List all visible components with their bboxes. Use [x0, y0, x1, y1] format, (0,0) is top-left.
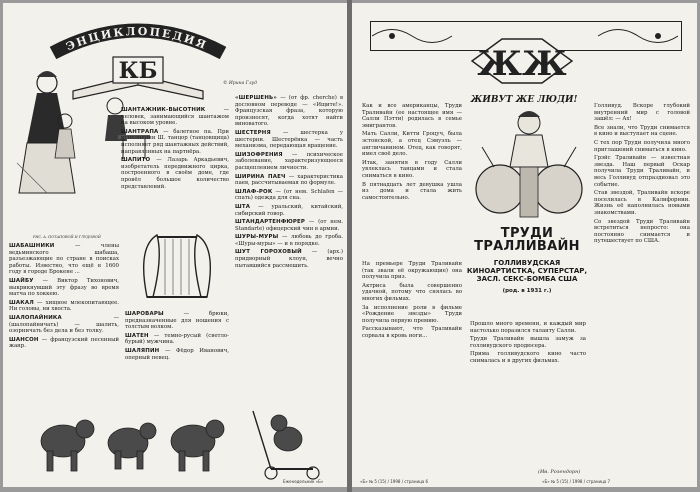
actress-name: ТРУДИ ТРАЛЛИВАЙН: [474, 226, 580, 254]
paragraph: Мать Салли, Китти Гроцуч, была эстонской, а отец Сэмуэль — англичанином. Отец, как говорят, имел своё дело.: [362, 131, 462, 158]
entry: ШУТ ГОРОХОВЫЙ — (арх.) придворный клоун, вечно пытавшийся рассмешить.: [235, 249, 343, 269]
right-footer-right: «Б» № 5 (15) / 1998 / страница 7: [542, 479, 611, 484]
logo-text: ЖЖ: [477, 44, 567, 84]
paragraph: Прошло много времени, и каждый мир настолько поразился таланту Салли.: [470, 321, 586, 334]
paragraph: За исполнение роли в фильме «Рождение звезды» Труди получила первую премию.: [362, 304, 462, 324]
entry: ШЛАФ-РОК — (от нем. Schlafen — спать) одежда для сна.: [235, 188, 343, 202]
column-mid-top: [121, 107, 229, 192]
paragraph: Все знали, что Труди снимается в кино и выступает на сцене.: [594, 124, 690, 138]
mother-child-illustration: [7, 63, 87, 203]
column-right: [235, 95, 343, 271]
paragraph: В пятнадцать лет девушка ушла из дома и стала жить самостоятельно.: [362, 181, 462, 201]
slogan: ЖИВУТ ЖЕ ЛЮДИ!: [470, 95, 578, 105]
paragraph: Голливуд. Вскоре глубокий внутренний мир с головой зашёл: — Ах!: [594, 103, 690, 123]
entry: ШАЙБУ — Виктор Тихонович, выкрикнувший эту фразу во время матча по хоккею.: [9, 277, 119, 298]
entry: ШАБАШНИКИ — члены ведьминского шабаша, разъезжающие по стране в поисках работы. Известно, что ещё в 1600 году в городе Брокене ...: [9, 243, 119, 276]
right-footer-left: «Б» № 5 (15) / 1998 / страница 6: [360, 479, 429, 484]
bears-illustration: [33, 391, 333, 481]
entry: ШИРИНА ПАЕЧ — характеристика паев, рассчитываемая по формуле.: [235, 173, 343, 187]
zhzh-logo: [462, 31, 582, 91]
lyre-illustration: [133, 227, 221, 307]
actress-description: ГОЛЛИВУДСКАЯ КИНОАРТИСТКА, СУПЕРСТАР, ЗАСЛ. СЕКС-БОМБА США: [466, 259, 588, 283]
article-column-2: [362, 261, 462, 342]
illus-caption: РИС. А. ПОТАПОВОЙ И ГЛУДОВОЙ: [33, 235, 101, 239]
birth-year: (род. в 1931 г.): [502, 288, 552, 294]
paragraph: Грэйс Траливайн — известная звезда. Наш первый Оскар получила Труди Траливайн, и весь Голливуд отпраздновал это событие.: [594, 155, 690, 188]
entry: ШАЛЯПИН — Фёдор Иванович, оперный певец.: [125, 347, 229, 361]
banner-abbr: КБ: [118, 58, 158, 84]
right-page: [352, 3, 697, 487]
paragraph: Итак, занятия в году Салли увлеклась танцами и стала сниматься в кино.: [362, 159, 462, 179]
article-column-3: [470, 321, 586, 367]
paragraph: Рассказывают, что Траливайн сорвала в кровь ноги...: [362, 326, 462, 339]
left-footer: Еженедельник «Б»: [283, 479, 324, 484]
figure-illustration: [470, 107, 588, 225]
paragraph: С тех пор Труди получила много приглашений сниматься в кино.: [594, 139, 690, 153]
banner-title: ЭНЦИКЛОПЕДИЯ: [64, 24, 210, 54]
paragraph: Как и все американцы, Труди Траливайн (ее настоящее имя — Салли Пэтти) родилась в семье эмигрантов.: [362, 103, 462, 129]
signature: (Ив. Розендорн): [538, 469, 581, 475]
entry: ШАНСОН — французский песенный жанр.: [9, 336, 119, 350]
paragraph: Прима голливудского кино часто снималась и в других фильмах.: [470, 351, 586, 364]
paragraph: Став звездой, Траливайн вскоре поселилась в Калифорнии. Жизнь её наполнилась новыми знакомствами.: [594, 190, 690, 216]
entry: ШАНТАЖНИК-ВЫСОТНИК — человек, занимающийся шантажом на высоком уровне.: [121, 107, 229, 127]
paragraph: На премьере Труди Траливайн (так звали её окружающие) она получила приз.: [362, 261, 462, 281]
article-column-1: [362, 103, 462, 203]
entry: ШУРЫ-МУРЫ — любовь до гроба. «Шуры-муры» — и в порядке.: [235, 234, 343, 247]
article-column-4: [594, 103, 690, 247]
entry: ШТАНДАРТЕНФЮРЕР — (от нем. Standarte) офицерский чин в армии.: [235, 219, 343, 232]
svg-text:ЭНЦИКЛОПЕДИЯ: [64, 25, 209, 54]
entry: ШАРОВАРЫ — брюки, предназначенные для ношения с толстым волком.: [125, 311, 229, 331]
entry: ШАНТРАПА — балетное па. При исполнении Ш. танцор (танцовщица) исполняет ряд шантажных действий, направленных на партнёра.: [121, 128, 229, 155]
entry: ШИЗОФРЕНИЯ — психическое заболевание, характеризующееся расщеплением личности.: [235, 151, 343, 171]
entry: ШЕСТЕРНЯ — шестерка у шестерни. Шестерёнка — часть механизма, передающая вращение.: [235, 129, 343, 150]
column-mid-bottom: [125, 311, 229, 363]
entry: ШТА — уральский, китайский, сибирский говор.: [235, 203, 344, 217]
left-page: [3, 3, 347, 487]
paragraph: Актриса была совершенно удачной, потому что снялась во многих фильмах.: [362, 282, 462, 302]
entry: ШАКАЛ — хищное млекопитающее. Ни головы, ни хвоста.: [9, 299, 120, 313]
byline: © Ирина Глуд: [223, 81, 258, 86]
paragraph: Со звездой Труди Траливайн встретиться непросто: она постоянно снимается и путешествует по США.: [594, 218, 690, 245]
entry: ШАЛОПАЙНИКА — (шалопайничать) — шалить, озорничать без дела и без толку.: [9, 314, 119, 335]
entry: «ШЕРШЕНЬ» — (от фр. cherche) в дословном переводе — «Ищите!». Французская фраза, которую произносят, когда хотят найти виноватого.: [235, 95, 343, 128]
entry: ШАПИТО — Лазарь Аркадьевич, изобретатель передвижного цирка, построенного в своём доме, где провёл большое количество представлений.: [121, 157, 229, 190]
entry: ШАТЕН — темно-русый (светло-бурый) мужчина.: [125, 332, 229, 346]
column-left-bottom: [9, 243, 119, 352]
paragraph: Труди Траливайн вышла замуж за голливудского продюсера.: [470, 336, 586, 349]
title-block: [464, 227, 590, 294]
